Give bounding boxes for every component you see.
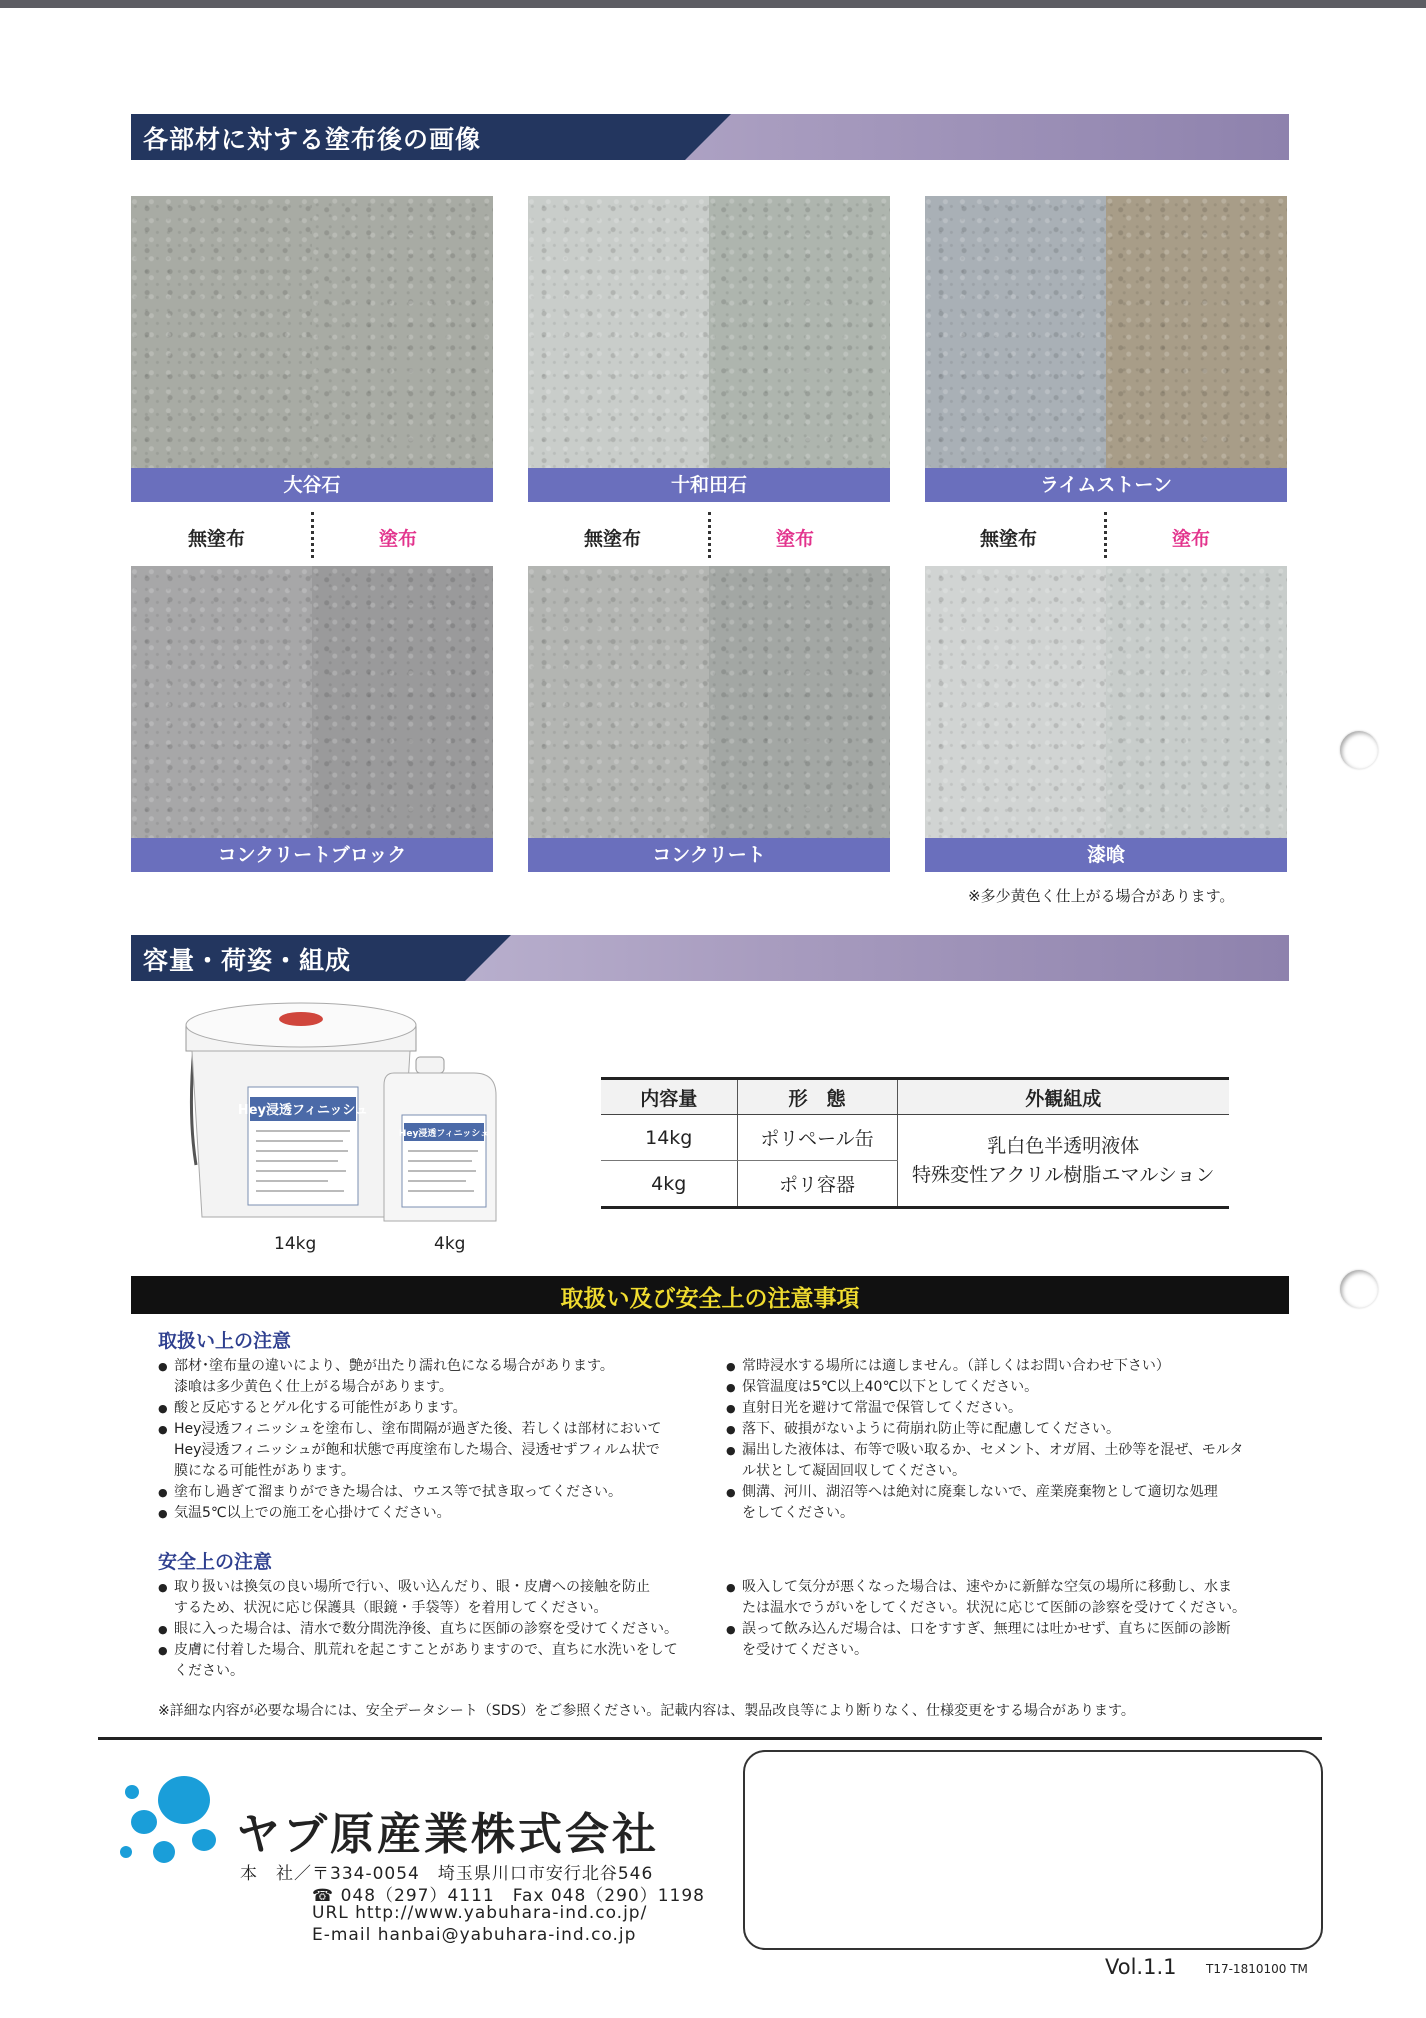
- list-item: ● 落下、破損がないように荷崩れ防止等に配慮してください。: [726, 1419, 1296, 1440]
- photo-caption: ライムストーン: [925, 468, 1287, 502]
- label-coated: 塗布: [776, 528, 815, 550]
- product-containers-illustration: [178, 995, 518, 1230]
- company-logo-icon: [118, 1772, 230, 1876]
- scan-top-edge: [0, 0, 1426, 8]
- photo-uncoated-half: [925, 566, 1106, 838]
- punch-hole-upper: [1340, 731, 1378, 769]
- list-item: ● 漏出した液体は、布等で吸い取るか、セメント、オガ屑、土砂等を混ぜ、モルタ ル状として凝固回収してください。: [726, 1440, 1296, 1482]
- photo-plaster: [925, 566, 1287, 838]
- photo-oya-stone: [131, 196, 493, 468]
- size-label-14kg: 14kg: [274, 1234, 317, 1254]
- pail-label-text: Hey浸透フィニッシュ: [237, 1103, 369, 1118]
- company-address: 本 社／〒334-0054 埼玉県川口市安行北谷546: [240, 1864, 654, 1884]
- cell-appearance: [897, 1115, 1229, 1208]
- photo-note: ※多少黄色く仕上がる場合があります。: [968, 887, 1235, 905]
- size-label-4kg: 4kg: [434, 1234, 466, 1254]
- label-uncoated: 無塗布: [980, 528, 1038, 550]
- photo-uncoated-half: [131, 196, 312, 468]
- cell-form: ポリ容器: [737, 1161, 897, 1208]
- appearance-line: 乳白色半透明液体: [987, 1134, 1140, 1157]
- list-item: ● 吸入して気分が悪くなった場合は、速やかに新鮮な空気の場所に移動し、水ま たは温水でうがいをしてください。状況に応じて医師の診察を受けてください。: [726, 1577, 1296, 1619]
- photo-caption: 十和田石: [528, 468, 890, 502]
- table-header: 内容量: [601, 1079, 737, 1115]
- jerrycan-label-text: Hey浸透フィニッシュ: [398, 1129, 490, 1139]
- list-item: ● 気温5℃以上での施工を心掛けてください。: [158, 1503, 718, 1524]
- list-item: ● 常時浸水する場所には適しません。（詳しくはお問い合わせ下さい）: [726, 1356, 1296, 1377]
- list-item: ● 皮膚に付着した場合、肌荒れを起こすことがありますので、直ちに水洗いをして ください。: [158, 1640, 728, 1682]
- footer-divider: [98, 1737, 1322, 1740]
- safety-bar-title: 取扱い及び安全上の注意事項: [560, 1286, 860, 1312]
- photo-caption: コンクリートブロック: [131, 838, 493, 872]
- section-title: 各部材に対する塗布後の画像: [143, 125, 482, 154]
- list-item: ● 取り扱いは換気の良い場所で行い、吸い込んだり、眼・皮膚への接触を防止 するため、状況に応じ保護具（眼鏡・手袋等）を着用してください。: [158, 1577, 728, 1619]
- photo-concrete-block: [131, 566, 493, 838]
- list-item: ● 眼に入った場合は、清水で数分間洗浄後、直ちに医師の診察を受けてください。: [158, 1619, 728, 1640]
- section-header-coated-images: [131, 114, 1289, 160]
- list-item: ● Hey浸透フィニッシュを塗布し、塗布間隔が過ぎた後、若しくは部材において Hey浸透フィニッシュが飽和状態で再度塗布した場合、浸透せずフィルム状で 膜になる可能性があります。: [158, 1419, 718, 1482]
- handling-list-left: [158, 1356, 718, 1524]
- table-header: 外観組成: [897, 1079, 1229, 1115]
- pail-14kg: [186, 1003, 416, 1217]
- list-item: ● 塗布し過ぎて溜まりができた場合は、ウエス等で拭き取ってください。: [158, 1482, 718, 1503]
- photo-caption: 漆喰: [925, 838, 1287, 872]
- punch-hole-lower: [1340, 1270, 1378, 1308]
- photo-coated-half: [1106, 196, 1287, 468]
- photo-coated-half: [1106, 566, 1287, 838]
- photo-coated-half: [709, 196, 890, 468]
- safety-list-right: [726, 1577, 1296, 1661]
- version-label: Vol.1.1: [1105, 1955, 1177, 1979]
- cell-capacity: 4kg: [601, 1161, 737, 1208]
- list-item: ● 誤って飲み込んだ場合は、口をすすぎ、無理には吐かせず、直ちに医師の診断 を受けてください。: [726, 1619, 1296, 1661]
- photo-coated-half: [312, 566, 493, 838]
- table-row: [601, 1115, 1229, 1161]
- spec-table: [601, 1077, 1229, 1209]
- divider-dots: [708, 512, 711, 558]
- company-name: ヤブ原産業株式会社: [236, 1809, 659, 1860]
- safety-list-left: [158, 1577, 728, 1682]
- photo-uncoated-half: [925, 196, 1106, 468]
- cell-form: ポリペール缶: [737, 1115, 897, 1161]
- list-item: ● 部材･塗布量の違いにより、艶が出たり濡れ色になる場合があります。 漆喰は多少黄色く仕上がる場合があります。: [158, 1356, 718, 1398]
- section-header-capacity: [131, 935, 1289, 981]
- document-code: T17-1810100 TM: [1206, 1962, 1308, 1976]
- photo-uncoated-half: [528, 196, 709, 468]
- jerrycan-4kg: [384, 1057, 496, 1221]
- table-header: 形 態: [737, 1079, 897, 1115]
- divider-dots: [311, 512, 314, 558]
- list-item: ● 酸と反応するとゲル化する可能性があります。: [158, 1398, 718, 1419]
- photo-coated-half: [312, 196, 493, 468]
- label-coated: 塗布: [1172, 528, 1211, 550]
- photo-uncoated-half: [528, 566, 709, 838]
- appearance-line: 特殊変性アクリル樹脂エマルション: [911, 1163, 1215, 1186]
- company-url: URL http://www.yabuhara-ind.co.jp/: [312, 1903, 648, 1923]
- label-coated: 塗布: [379, 528, 418, 550]
- company-phone: ☎ 048（297）4111 Fax 048（290）1198: [312, 1886, 705, 1906]
- list-item: ● 保管温度は5℃以上40℃以下としてください。: [726, 1377, 1296, 1398]
- handling-heading: 取扱い上の注意: [158, 1330, 292, 1352]
- photo-towada-stone: [528, 196, 890, 468]
- label-uncoated: 無塗布: [584, 528, 642, 550]
- photo-coated-half: [709, 566, 890, 838]
- list-item: ● 側溝、河川、湖沼等へは絶対に廃棄しないで、産業廃棄物として適切な処理 をしてください。: [726, 1482, 1296, 1524]
- label-uncoated: 無塗布: [188, 528, 246, 550]
- company-email: E-mail hanbai@yabuhara-ind.co.jp: [312, 1925, 637, 1945]
- dealer-stamp-box: [743, 1750, 1323, 1950]
- photo-concrete: [528, 566, 890, 838]
- photo-caption: コンクリート: [528, 838, 890, 872]
- photo-caption: 大谷石: [131, 468, 493, 502]
- handling-list-right: [726, 1356, 1296, 1524]
- divider-dots: [1104, 512, 1107, 558]
- section-title: 容量・荷姿・組成: [143, 946, 352, 975]
- list-item: ● 直射日光を避けて常温で保管してください。: [726, 1398, 1296, 1419]
- safety-heading: 安全上の注意: [158, 1551, 273, 1573]
- photo-uncoated-half: [131, 566, 312, 838]
- safety-section-bar: [131, 1276, 1289, 1314]
- photo-limestone: [925, 196, 1287, 468]
- sds-footnote: ※詳細な内容が必要な場合には、安全データシート（SDS）をご参照ください。記載内容は、製品改良等により断りなく、仕様変更をする場合があります。: [158, 1703, 1135, 1719]
- cell-capacity: 14kg: [601, 1115, 737, 1161]
